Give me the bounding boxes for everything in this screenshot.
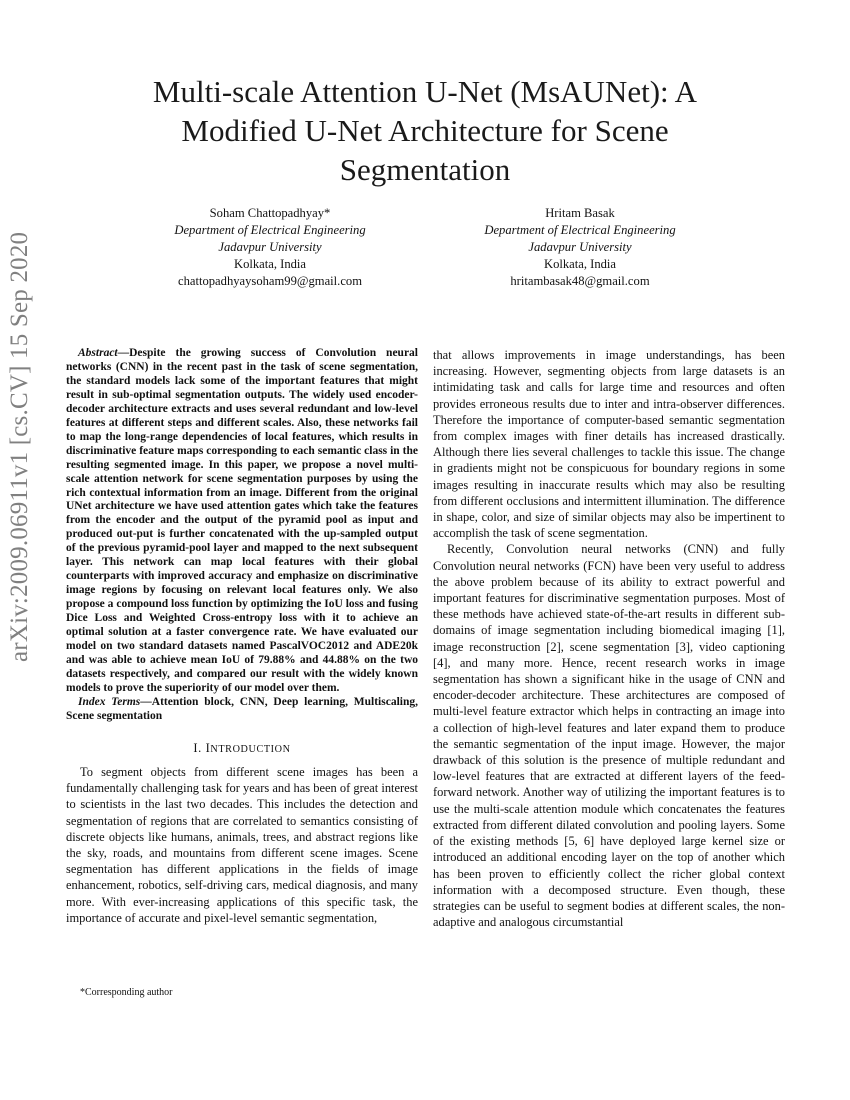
author-name: Hritam Basak [545,206,615,220]
author-department: Department of Electrical Engineering [174,223,366,237]
arxiv-identifier: arXiv:2009.06911v1 [cs.CV] 15 Sep 2020 [6,231,33,662]
abstract-text: —Despite the growing success of Convolution neural networks (CNN) in the recent past in the task of scene segmentation, the standard models lack some of the important features that might result in sub-optimal segmentation outputs. The widely used encoder-decoder architecture extracts and uses several redundant and low-level features at different steps and different scales. Also, these networks fail to map the long-range dependencies of local features, which results in discriminative feature maps corresponding to each semantic class in the resulting segmented image. In this paper, we propose a novel multi-scale attention network for scene segmentation purposes by using the rich contextual information from an image. Different from the original UNet architecture we have used attention gates which take the features from the encoder and the output of the pyramid pool as input and produced out-put is further concatenated with the up-sampled output of the previous pyramid-pool layer and mapped to the next subsequent layer. This network can map local features with their global counterparts with improved accuracy and emphasize on discriminative image regions by focusing on relevant local features only. We also propose a compound loss function by optimizing the IoU loss and fusing Dice Loss and Weighted Cross-entropy loss with it to achieve an optimal solution at a faster convergence rate. We have evaluated our model on two standard datasets named PascalVOC2012 and ADE20k and was able to achieve mean IoU of 79.88% and 44.88% on the two datasets respectively, and compared our result with the widely known models to prove the superiority of our model over them. [66,347,418,694]
intro-paragraph-1-full [0,0,1,1]
author-university: Jadavpur University [218,240,322,254]
author-location: Kolkata, India [233,257,307,271]
author-university: Jadavpur University [528,240,632,254]
intro-paragraph-1-part-2: that allows improvements in image understandings, has been increasing. However, segmenting objects from large datasets is an intimidating task and calls for large time and resources and often provides erroneous results due to inter and intra-observer differences. Therefore the importance of computer-based semantic segmentation from complex images with finer details has increased drastically. Although there lies several challenges to tackle this issue. The change in gradients might not be conspicuous for boundary regions in some images resulting in inaccurate results which may also be resulting from different occlusions and intermittent illumination. The difference in shape, color, and size of similar objects may also be impertinent to accomplish the task of scene segmentation. [433,348,785,541]
author-department: Department of Electrical Engineering [484,223,676,237]
paper-title: Multi-scale Attention U-Net (MsAUNet): A Modified U-Net Architecture for Scene Segmentation [152,74,698,187]
intro-paragraph-2: Recently, Convolution neural networks (CNN) and fully Convolution neural networks (FCN) have been very useful to address the above problem because of its ability to extract powerful and important features for discriminative segmentation purposes. Most of these methods have achieved state-of-the-art results in different sub-domains of image segmentation including biomedical imaging [1], image reconstruction [2], scene segmentation [3], video captioning [4], and many more. Hence, recent research works in image segmentation has shown a significant hike in the usage of CNN and encoder-decoder architecture. These architectures are composed of multi-level feature extractor which helps in contracting an image into a collection of high-level features and later expand them to produce the semantic segmentation of the input image. However, the major drawback of this solution is the presence of multiple redundant and low-level features that are extracted at different layers of the feed-forward network. Another way of utilizing the important features is to use the multi-scale attention module which concatenates the features extracted from different dilated convolution and pooling layers. Some of the existing methods [5, 6] have deployed large kernel size or introduced an additional encoding layer on the top of another which has been proven to efficiently collect the richer global context information with a decomposed structure. Even though, these strategies can be useful to segment bodies at different scales, the non-adaptive and analogous circumstantial [433,542,785,930]
section-title-initial: I [205,740,211,755]
section-title-rest: NTRODUCTION [210,743,291,755]
abstract-label: Abstract [78,347,118,359]
author-name: Soham Chattopadhyay* [209,206,331,220]
abstract [66,347,418,696]
author-email: chattopadhyaysoham99@gmail.com [177,274,363,288]
section-heading [66,740,418,758]
right-column [433,347,785,930]
section-number: I. [193,740,202,755]
footnote: *Corresponding author [80,987,173,998]
author-block-2 [450,205,710,290]
index-terms [66,696,418,724]
author-block-1 [140,205,400,290]
index-terms-text: —Attention block, CNN, Deep learning, Multiscaling, Scene segmentation [66,695,418,722]
intro-paragraph-1-part-1: To segment objects from different scene images has been a fundamentally challenging task for years and has been of great interest to scientists in the last two decades. This includes the detection and segmentation of regions that are correlated to semantics consisting of discrete objects like humans, animals, trees, and abstract regions like the sky, roads, and mountains from different scene images. Scene segmentation has different applications in the fields of image enhancement, robotics, self-driving cars, medical diagnosis, and many more. With ever-increasing applications of this specific task, the importance of accurate and pixel-level semantic segmentation, [66,764,418,925]
left-column [66,347,418,926]
index-terms-label: Index Terms [78,695,141,708]
author-location: Kolkata, India [543,257,617,271]
author-email: hritambasak48@gmail.com [510,274,650,288]
